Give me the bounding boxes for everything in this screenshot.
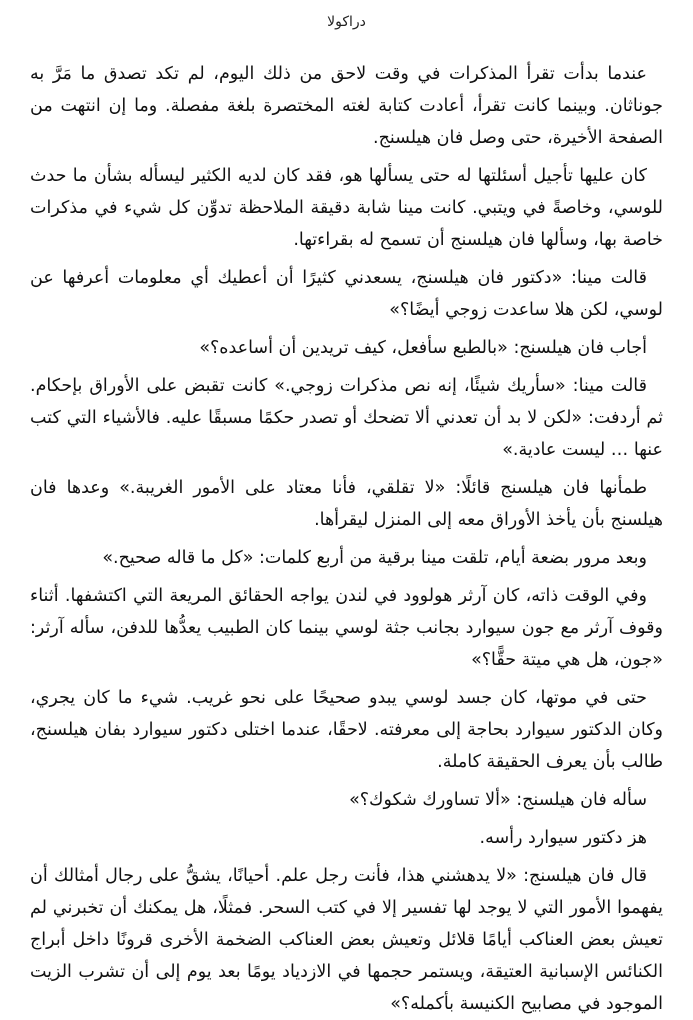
paragraph: أجاب فان هيلسنج: «بالطبع سأفعل، كيف تريدين أن أساعده؟» xyxy=(199,338,647,358)
paragraph: عندما بدأت تقرأ المذكرات في وقت لاحق من ذلك اليوم، لم تكد تصدق ما مَرَّ به جوناثان. وبينما كانت تقرأ، أعادت كتابة لغته المختصرة بلغة مفصلة. وما إن انتهت من الصفحة الأخيرة، حتى وصل فان هيلسنج. xyxy=(30,64,663,148)
paragraph: قال فان هيلسنج: «لا يدهشني هذا، فأنت رجل علم. أحيانًا، يشقُّ على رجال أمثالك أن يفهموا الأمور التي لا يوجد لها تفسير إلا في كتب السحر. فمثلًا، هل يمكنك أن تخبرني لم تعيش بعض العناكب أيامًا قلائل وتعيش بعض العناكب الضخمة الأخرى قرونًا داخل أبراج الكنائس الإسبانية العتيقة، ويستمر حجمها في الازدياد يومًا بعد يوم إلى أن تشرب الزيت الموجود في مصابيح الكنيسة بأكمله؟» xyxy=(30,866,663,1014)
paragraph: سأله فان هيلسنج: «ألا تساورك شكوك؟» xyxy=(349,790,647,810)
paragraph: وفي الوقت ذاته، كان آرثر هولوود في لندن يواجه الحقائق المريعة التي اكتشفها. أثناء وقوف آرثر مع جون سيوارد بجانب جثة لوسي بينما كان الطبيب يعدُّها للدفن، سأله آرثر: «جون، هل هي ميتة حقًّا؟» xyxy=(30,586,663,670)
paragraph: حتى في موتها، كان جسد لوسي يبدو صحيحًا على نحو غريب. شيء ما كان يجري، وكان الدكتور سيوارد بحاجة إلى معرفته. لاحقًا، عندما اختلى دكتور سيوارد بفان هيلسنج، طالب بأن يعرف الحقيقة كاملة. xyxy=(30,688,663,772)
paragraph: قالت مينا: «دكتور فان هيلسنج، يسعدني كثيرًا أن أعطيك أي معلومات أعرفها عن لوسي، لكن هلا ساعدت زوجي أيضًا؟» xyxy=(30,268,663,320)
paragraph: وبعد مرور بضعة أيام، تلقت مينا برقية من أربع كلمات: «كل ما قاله صحيح.» xyxy=(102,548,647,568)
body-text xyxy=(30,58,663,1020)
paragraph: هز دكتور سيوارد رأسه. xyxy=(479,828,647,848)
running-header: دراكولا xyxy=(327,14,366,30)
paragraph: كان عليها تأجيل أسئلتها له حتى يسألها هو، فقد كان لديه الكثير ليسأله بشأن ما حدث للوسي، وخاصةً في ويتبي. كانت مينا شابة دقيقة الملاحظة تدوِّن كل شيء في مذكرات خاصة بها، وسألها فان هيلسنج أن تسمح له بقراءتها. xyxy=(30,166,663,250)
paragraph: قالت مينا: «سأريك شيئًا، إنه نص مذكرات زوجي.» كانت تقبض على الأوراق بإحكام. ثم أردفت: «لكن لا بد أن تعدني ألا تضحك أو تصدر حكمًا مسبقًا عليه. فالأشياء التي كتب عنها … ليست عادية.» xyxy=(30,376,663,460)
paragraph: طمأنها فان هيلسنج قائلًا: «لا تقلقي، فأنا معتاد على الأمور الغريبة.» وعدها فان هيلسنج بأن يأخذ الأوراق معه إلى المنزل ليقرأها. xyxy=(30,478,663,530)
